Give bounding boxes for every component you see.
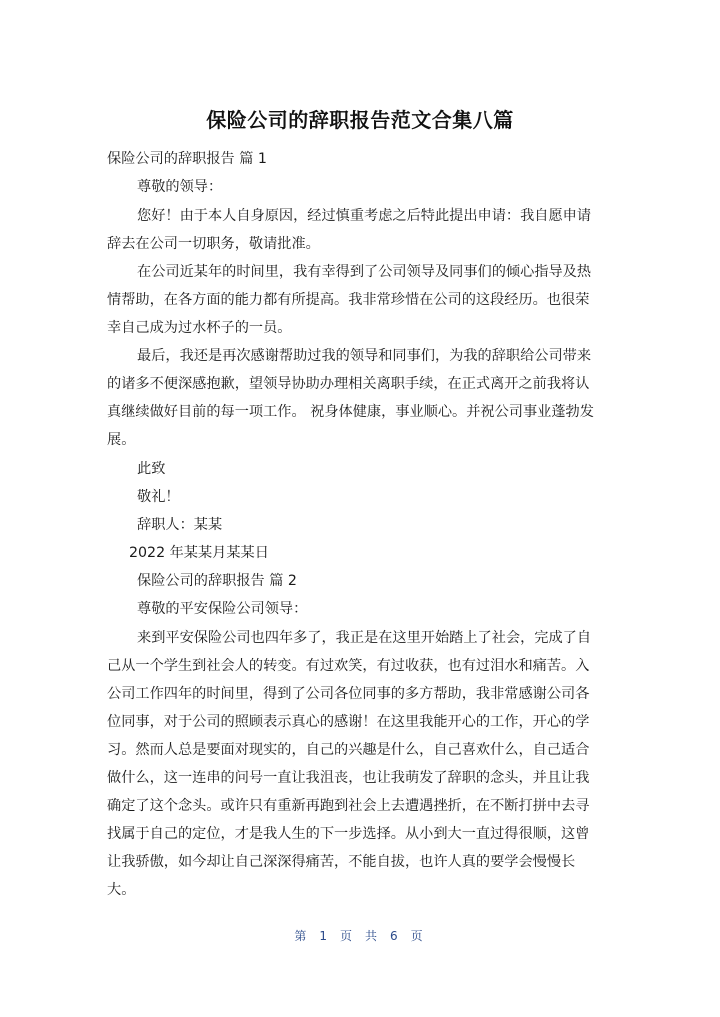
paragraph-line: 幸自己成为过水杯子的一员。 <box>107 320 292 336</box>
closing-2: 敬礼！ <box>137 489 180 505</box>
page-word: 页 <box>339 929 355 943</box>
closing-1: 此致 <box>137 461 166 477</box>
paragraph-line: 确定了这个念头。或许只有重新再跑到社会上去遭遇挫折，在不断打拼中去寻 <box>107 798 590 814</box>
paragraph-line: 在公司近某年的时间里，我有幸得到了公司领导及同事们的倾心指导及热 <box>137 264 592 280</box>
section-heading-2: 保险公司的辞职报告 篇 2 <box>137 573 297 589</box>
signer: 辞职人：某某 <box>137 517 223 533</box>
paragraph-line: 做什么，这一连串的问号一直让我沮丧，也让我萌发了辞职的念头，并且让我 <box>107 770 590 786</box>
page-footer <box>0 927 720 944</box>
total-label: 共 <box>365 929 381 943</box>
paragraph-line: 的诸多不便深感抱歉，望领导协助办理相关离职手续，在正式离开之前我将认 <box>107 376 590 392</box>
paragraph-line: 您好！由于本人自身原因，经过慎重考虑之后特此提出申请：我自愿申请 <box>137 208 592 224</box>
salutation-2: 尊敬的平安保险公司领导： <box>137 601 308 617</box>
paragraph-line: 己从一个学生到社会人的转变。有过欢笑，有过收获，也有过泪水和痛苦。入 <box>107 658 590 674</box>
total-pages-number: 6 <box>390 929 401 943</box>
page-label-prefix: 第 <box>294 929 310 943</box>
paragraph-line: 位同事，对于公司的照顾表示真心的感谢！在这里我能开心的工作，开心的学 <box>107 714 590 730</box>
paragraph-line: 来到平安保险公司也四年多了，我正是在这里开始踏上了社会，完成了自 <box>137 630 592 646</box>
paragraph-line: 真继续做好目前的每一项工作。 祝身体健康，事业顺心。并祝公司事业蓬勃发 <box>107 404 594 420</box>
paragraph-line: 习。然而人总是要面对现实的，自己的兴趣是什么，自己喜欢什么，自己适合 <box>107 742 590 758</box>
paragraph-line: 最后，我还是再次感谢帮助过我的领导和同事们，为我的辞职给公司带来 <box>137 348 592 364</box>
paragraph-line: 辞去在公司一切职务，敬请批准。 <box>107 236 320 252</box>
current-page-number: 1 <box>319 929 330 943</box>
document-title: 保险公司的辞职报告范文合集八篇 <box>206 108 514 132</box>
date: 2022 年某某月某某日 <box>129 545 269 561</box>
paragraph-line: 展。 <box>107 432 136 448</box>
salutation-1: 尊敬的领导： <box>137 179 223 195</box>
paragraph-line: 大。 <box>107 882 136 898</box>
paragraph-line: 让我骄傲，如今却让自己深深得痛苦，不能自拔，也许人真的要学会慢慢长 <box>107 854 576 870</box>
section-heading-1: 保险公司的辞职报告 篇 1 <box>107 151 267 167</box>
paragraph-line: 找属于自己的定位，才是我人生的下一步选择。从小到大一直过得很顺，这曾 <box>107 826 590 842</box>
paragraph-line: 公司工作四年的时间里，得到了公司各位同事的多方帮助，我非常感谢公司各 <box>107 686 590 702</box>
page-word-2: 页 <box>410 929 426 943</box>
paragraph-line: 情帮助，在各方面的能力都有所提高。我非常珍惜在公司的这段经历。也很荣 <box>107 292 590 308</box>
